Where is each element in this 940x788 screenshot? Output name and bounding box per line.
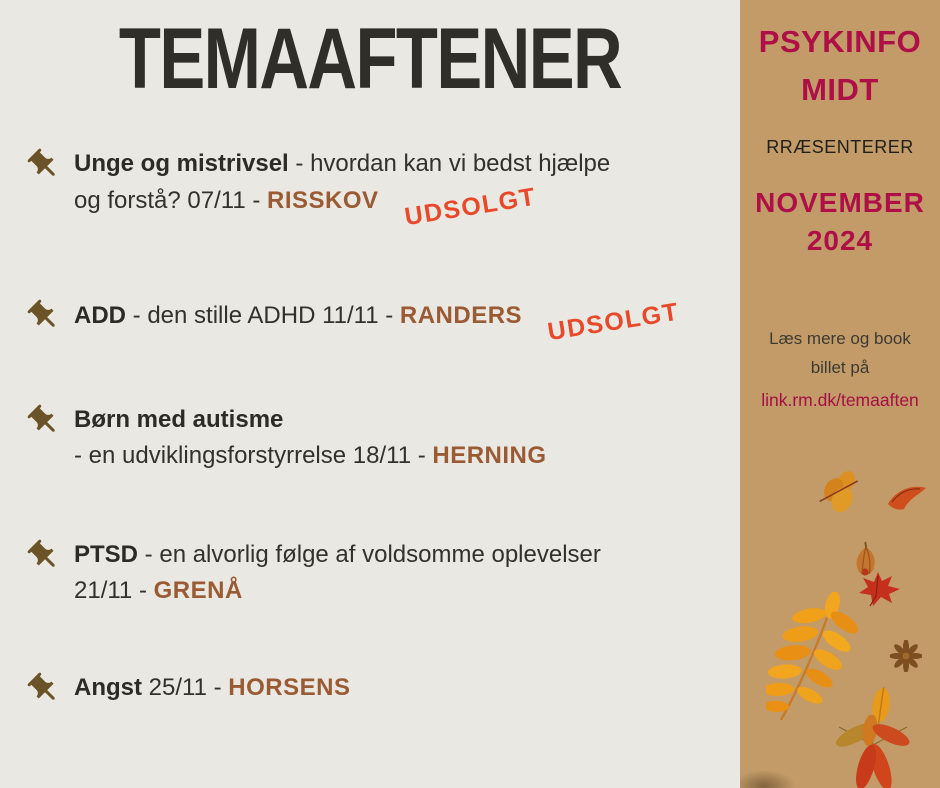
event-text (74, 146, 611, 232)
event-location: GRENÅ (153, 577, 243, 604)
star-anise-decoration (890, 640, 922, 672)
event-title: Unge og mistrivsel (74, 150, 289, 177)
event-title: Børn med autisme (74, 406, 284, 433)
pushpin-icon (26, 403, 62, 439)
pushpin-icon (26, 538, 62, 574)
event-text (74, 297, 682, 347)
maple-leaf-decoration (855, 570, 903, 610)
event-item (26, 146, 724, 232)
event-description: - en alvorlig følge af voldsomme oplevelser (138, 541, 601, 568)
pushpin-icon (26, 298, 62, 334)
sold-out-stamp: UDSOLGT (545, 297, 682, 347)
event-date: 21/11 - (74, 577, 154, 604)
event-text (74, 402, 547, 474)
event-title: PTSD (74, 541, 139, 568)
org-name-line2: MIDT (801, 72, 879, 107)
event-description: - den stille ADHD 11/11 - (126, 302, 400, 329)
org-name (740, 18, 940, 114)
cta-line1: Læs mere og book (769, 329, 911, 348)
org-name-line1: PSYKINFO (758, 24, 922, 59)
booking-link[interactable]: link.rm.dk/temaaften (761, 390, 919, 410)
rowan-compound-leaf-decoration (766, 592, 861, 732)
oak-leaf-decoration (814, 468, 866, 518)
creeper-leaf-decoration (825, 715, 920, 788)
event-item (26, 537, 724, 609)
page-title: TEMAAFTENER (118, 11, 622, 107)
pushpin-icon (26, 147, 62, 183)
event-item (26, 297, 724, 347)
event-location: HORSENS (228, 674, 351, 701)
event-location: RISSKOV (267, 187, 379, 214)
cta-text (740, 324, 940, 382)
red-leaf-fragment-decoration (886, 482, 928, 514)
event-text (74, 537, 601, 609)
event-item (26, 402, 724, 474)
pushpin-icon (26, 671, 62, 707)
event-title: Angst (74, 674, 142, 701)
leaf-shadow (740, 770, 796, 788)
event-text (74, 670, 350, 706)
event-location: HERNING (432, 442, 547, 469)
sold-out-stamp: UDSOLGT (402, 182, 538, 232)
event-description: - en udviklingsforstyrrelse 18/11 - (74, 442, 433, 469)
event-title: ADD (74, 302, 126, 329)
event-description: - hvordan kan vi bedst hjælpe (288, 150, 611, 177)
sidebar (740, 0, 940, 788)
month-block (740, 184, 940, 260)
month-name: NOVEMBER (755, 187, 925, 218)
event-location: RANDERS (399, 302, 523, 329)
cta-line2: billet på (810, 358, 870, 377)
event-date: og forstå? 07/11 - (74, 187, 268, 214)
presents-label: RRÆSENTERER (766, 137, 914, 157)
event-item (26, 670, 724, 707)
year: 2024 (806, 225, 874, 256)
event-date: 25/11 - (142, 674, 229, 701)
